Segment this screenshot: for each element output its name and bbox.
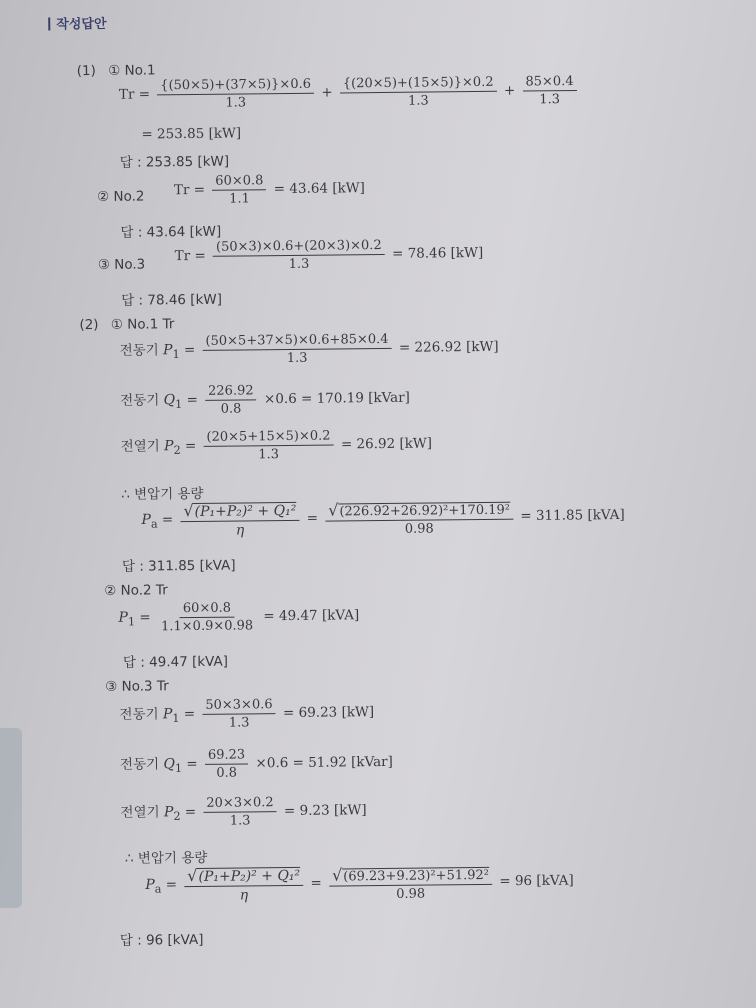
p2-no1-pa-result: = 311.85 [kVA]: [520, 506, 625, 525]
frac-numerator: [325, 498, 513, 521]
p2-no2-result: = 49.47 [kVA]: [263, 607, 360, 625]
p2-no3-marker: ③: [105, 678, 118, 695]
p2-no3-p2-frac: [203, 795, 277, 829]
p1-no3-answer: 답 : 78.46 [kW]: [121, 291, 223, 309]
frac-denominator: 1.3: [229, 813, 251, 829]
sqrt-icon: √: [187, 865, 198, 886]
frac-denominator: 0.98: [396, 886, 426, 902]
p2-no2-marker: ②: [104, 582, 117, 599]
p1-no2-formula: [174, 172, 365, 207]
frac-numerator: 85×0.4: [522, 74, 576, 92]
plus-sign: +: [503, 82, 516, 99]
p2-no1-pa-formula: $P_a$ = $\frac{\text{√(P₁+P₂)² + Q₁²}}{\eta}$ = $\frac{\text{√(226.92+26.92)²+170.19²}}{0.98}$ = 311.85 [kVA]: [141, 499, 625, 539]
p2-no1-p1-frac: [202, 332, 391, 367]
p2-no3-p2-result: = 9.23 [kW]: [283, 802, 367, 820]
p1-no1-marker: ①: [108, 62, 121, 79]
sqrt-content: (P₁+P₂)² + Q₁²: [198, 867, 301, 885]
p2-no3-pa-frac1: [184, 865, 303, 904]
frac-numerator: 60×0.8: [212, 173, 266, 191]
motor-label: 전동기: [119, 706, 159, 723]
p1-no1-formula: [119, 74, 580, 112]
p2-no3-q1-result: ×0.6 = 51.92 [kVar]: [255, 753, 393, 772]
p1-no1-answer: 답 : 253.85 [kW]: [119, 153, 230, 171]
var-sub: 1: [175, 397, 183, 411]
var-sub: 1: [172, 711, 180, 725]
heater-label: 전열기: [120, 438, 160, 455]
frac-denominator: 1.3: [288, 256, 310, 272]
p2-no3-q1-formula: 전동기 $Q_1$ = $\frac{69.23}{0.8}$ ×0.6 = 51.92 [kVar]: [119, 747, 393, 781]
p2-no3-q1-frac: [205, 747, 249, 780]
p2-no1-q1-formula: 전동기 $Q_1$ = $\frac{226.92}{0.8}$ ×0.6 = 170.19 [kVar]: [120, 383, 410, 417]
p1-no3-name: No.3: [114, 256, 146, 273]
p2-no1-pa-frac2: [325, 498, 513, 537]
section-title: 작성답안: [56, 16, 107, 33]
var-sub: 1: [174, 761, 183, 775]
p2-no3-pa-result: = 96 [kVA]: [499, 872, 574, 890]
frac-denominator: 1.1: [229, 191, 250, 207]
frac-numerator: {(20×5)+(15×5)}×0.2: [340, 75, 497, 94]
frac-denominator: 1.3: [286, 350, 308, 367]
p1-no2-answer: 답 : 43.64 [kW]: [120, 223, 222, 241]
sqrt-content: (226.92+26.92)²+170.19²: [339, 502, 511, 519]
p2-no3-heading: [105, 678, 169, 695]
var-p: P: [163, 804, 174, 821]
p2-no1-p2-formula: 전열기 $P_2$ = $\frac{(20\times 5+15\times 5)\times 0.2}{1.3}$ = 26.92 [kW]: [120, 428, 433, 463]
p1-no3-marker: ③: [97, 256, 110, 273]
frac-numerator: 60×0.8: [180, 601, 234, 619]
plus-sign: +: [321, 84, 333, 101]
p1-no3-frac: [213, 238, 385, 273]
var-sub: a: [150, 517, 158, 531]
p2-no2-name: No.2 Tr: [120, 582, 168, 599]
var-q: Q: [163, 392, 176, 409]
p2-no2-frac: [158, 600, 256, 634]
p1-no1-result: = 253.85 [kW]: [141, 125, 242, 143]
heater-label: 전열기: [120, 804, 160, 821]
p1-no1-heading: [77, 62, 156, 79]
frac-numerator: [184, 865, 303, 887]
frac-numerator: (50×3)×0.6+(20×3)×0.2: [213, 238, 385, 257]
p1-no2-marker: ②: [96, 188, 110, 205]
frac-numerator: [180, 500, 299, 522]
p2-no1-heading: [79, 316, 174, 333]
frac-numerator: 226.92: [205, 383, 257, 401]
motor-label: 전동기: [119, 756, 160, 773]
p1-no2-line: [97, 188, 145, 204]
p1-no2-name: No.2: [113, 188, 145, 205]
frac-denominator: 0.98: [404, 520, 434, 537]
frac-denominator: 0.8: [220, 401, 242, 417]
p2-no2-formula: $P_1$ = $\frac{60\times 0.8}{1.1\times 0.9\times 0.98}$ = 49.47 [kVA]: [118, 600, 360, 635]
p2-no1-pa-frac1: [180, 500, 299, 539]
motor-label: 전동기: [119, 342, 159, 359]
p2-no1-q1-result: ×0.6 = 170.19 [kVar]: [263, 389, 410, 408]
p1-no3-formula: [175, 237, 484, 273]
frac-denominator: 1.3: [228, 715, 250, 731]
sqrt-icon: √: [183, 501, 194, 521]
sqrt-content: (69.23+9.23)²+51.92²: [343, 867, 490, 884]
p2-no3-answer: 답 : 96 [kVA]: [119, 931, 204, 949]
p2-no1-q1-frac: [205, 383, 257, 417]
p1-no2-var: Tr =: [173, 181, 206, 199]
frac-denominator: η: [239, 887, 249, 904]
frac-numerator: (20×5+15×5)×0.2: [203, 429, 333, 447]
p2-no3-p1-frac: [202, 697, 276, 731]
frac-numerator: 50×3×0.6: [202, 697, 275, 715]
p2-no1-answer: 답 : 311.85 [kVA]: [121, 557, 236, 575]
sqrt-icon: √: [328, 499, 339, 520]
var-sub: 2: [173, 443, 181, 457]
p2-no3-p1-formula: 전동기 $P_1$ = $\frac{50\times 3\times 0.6}{1.3}$ = 69.23 [kW]: [119, 697, 375, 731]
left-edge-shadow: [0, 728, 22, 908]
p2-no2-answer: 답 : 49.47 [kVA]: [122, 653, 229, 671]
p2-no1-p2-result: = 26.92 [kW]: [340, 435, 433, 453]
sqrt-icon: √: [331, 864, 343, 885]
var-q: Q: [163, 756, 176, 773]
p2-no1-name: No.1 Tr: [127, 316, 175, 333]
var-sub: 1: [127, 615, 136, 629]
var-p: P: [141, 511, 151, 529]
frac-numerator: 20×3×0.2: [203, 795, 276, 813]
p1-no3-line: [98, 256, 146, 272]
p2-no3-capacity-label: ∴ 변압기 용량: [124, 849, 208, 867]
frac-denominator: η: [235, 522, 245, 539]
p2-no3-name: No.3 Tr: [121, 678, 169, 695]
p1-no1-frac2: [340, 75, 497, 110]
var-sub: 2: [173, 809, 181, 823]
p2-no3-p2-formula: 전열기 $P_2$ = $\frac{20\times 3\times 0.2}{1.3}$ = 9.23 [kW]: [120, 795, 367, 829]
section-header: [48, 13, 106, 33]
p1-no1-name: No.1: [124, 62, 156, 79]
var-p: P: [164, 438, 174, 455]
p2-no1-capacity-label: ∴ 변압기 용량: [121, 485, 204, 503]
frac-numerator: [329, 863, 492, 886]
var-p: P: [163, 342, 173, 359]
p1-no3-result: = 78.46 [kW]: [391, 244, 484, 262]
p1-no2-frac: [212, 173, 266, 207]
p1-no1-var: Tr =: [118, 86, 151, 103]
header-bar: [48, 17, 50, 30]
frac-denominator: 1.3: [225, 95, 247, 111]
p1-no3-var: Tr =: [174, 247, 206, 265]
sqrt-content: (P₁+P₂)² + Q₁²: [194, 502, 297, 520]
frac-denominator: 1.1×0.9×0.98: [160, 618, 254, 635]
p2-no1-p2-frac: [203, 429, 333, 463]
p1-no1-frac3: [522, 74, 576, 108]
var-p: P: [145, 876, 155, 894]
p2-no3-pa-formula: $P_a$ = $\frac{\text{√(P₁+P₂)² + Q₁²}}{\eta}$ = $\frac{\text{√(69.23+9.23)²+51.92²}}{0.98}$ = 96 [kVA]: [145, 864, 574, 904]
p2-no1-p1-formula: 전동기 $P_1$ = $\frac{(50\times 5+37\times 5)\times 0.6+85\times 0.4}{1.3}$ = 226.92 [kW]: [119, 331, 499, 367]
frac-numerator: 69.23: [205, 747, 248, 764]
frac-denominator: 0.8: [216, 765, 238, 781]
frac-numerator: {(50×5)+(37×5)}×0.6: [157, 77, 314, 96]
p2-no3-p1-result: = 69.23 [kW]: [282, 704, 375, 722]
motor-label: 전동기: [120, 392, 160, 409]
var-sub: a: [154, 882, 162, 896]
frac-numerator: (50×5+37×5)×0.6+85×0.4: [202, 332, 391, 351]
frac-denominator: 1.3: [539, 92, 561, 108]
p2-no1-p1-result: = 226.92 [kW]: [398, 338, 499, 356]
part2-label: (2): [79, 316, 99, 334]
p2-no2-heading: [104, 582, 168, 599]
p2-no1-marker: ①: [110, 316, 124, 333]
var-p: P: [118, 609, 128, 626]
frac-denominator: 1.3: [258, 447, 280, 463]
p1-no1-frac1: [157, 77, 314, 112]
part1-label: (1): [76, 63, 96, 80]
p1-no2-result: = 43.64 [kW]: [273, 180, 365, 198]
p2-no3-pa-frac2: [329, 863, 492, 902]
frac-denominator: 1.3: [407, 93, 429, 109]
var-p: P: [162, 706, 173, 723]
var-sub: 1: [172, 347, 180, 361]
